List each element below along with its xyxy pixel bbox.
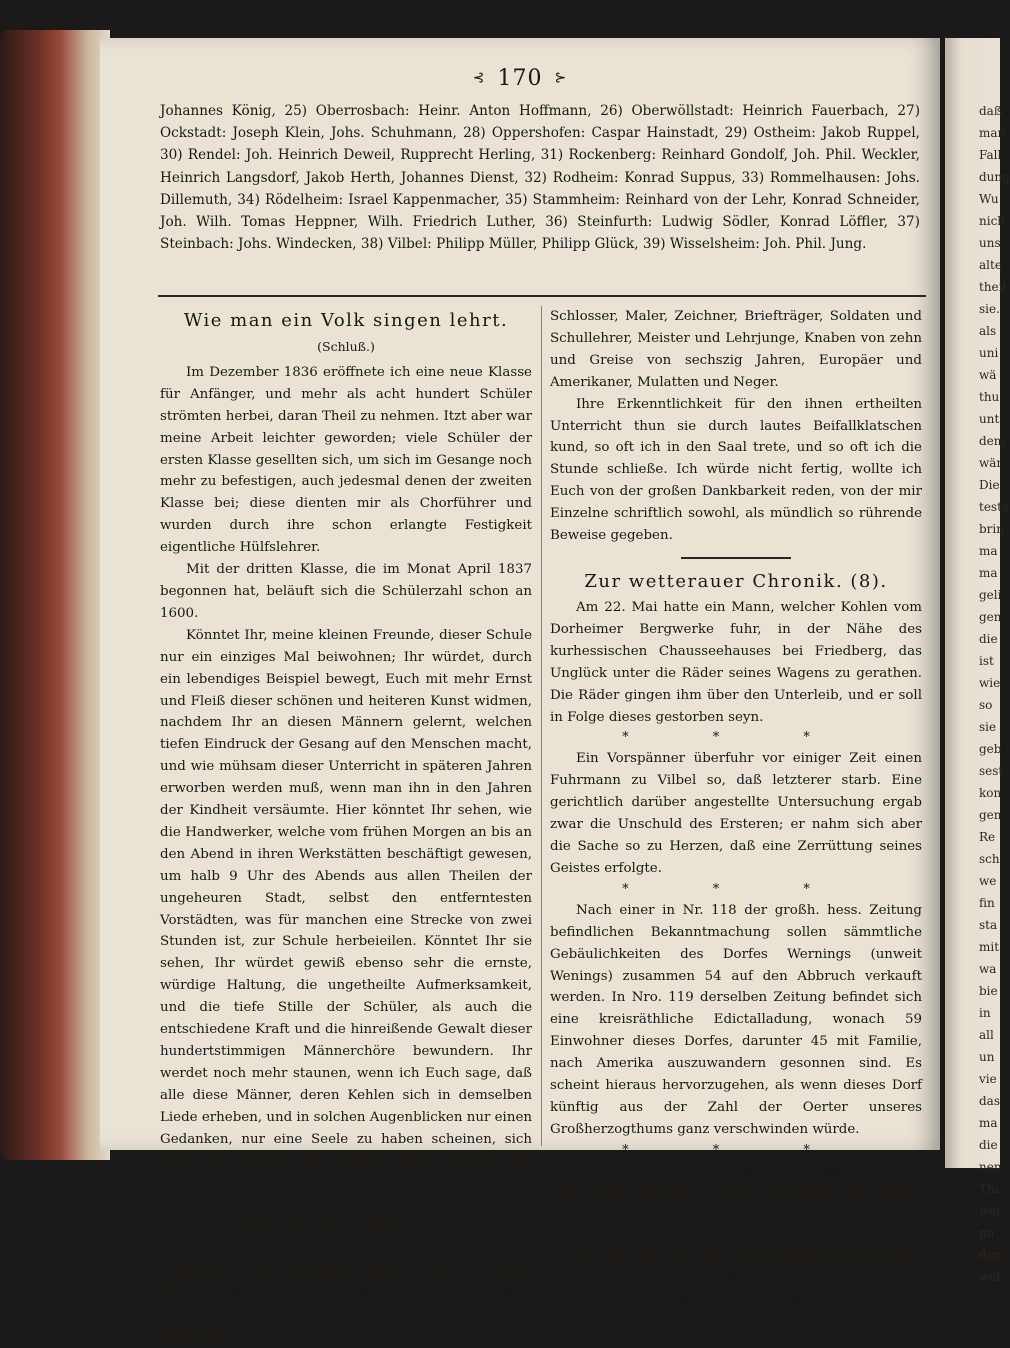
facing-page-fragment: ma (979, 1116, 998, 1130)
facing-page-fragment: Wu (979, 192, 999, 206)
column-divider (541, 306, 542, 1146)
facing-page-fragment: sest (979, 764, 1004, 778)
facing-page-fragment: unt (979, 412, 1000, 426)
facing-page-fragment: dung (979, 170, 1010, 184)
chronicle-item: Am Abend des 14. Mai war ein heftiger Brand in der großen schneider'schen Papiermühle bei Nidda. Doch soll das Hauptgebäude gerettet worden seyn. (550, 1163, 922, 1223)
paragraph: Ihre Erkenntlichkeit für den ihnen ertheilten Unterricht thun sie durch lautes Beifallklatschen kund, so oft ich in den Saal trete, und so oft ich die Stunde schließe. Ich würde nicht fertig, wollte ich Euch von der großen Dankbarkeit reden, von der mir Einzelne schriftlich sowohl, als mündlich so rührende Beweise gegeben. (550, 396, 922, 544)
facing-page-fragment: die (979, 632, 998, 646)
facing-page-fragment: in (979, 1006, 991, 1020)
facing-page-fragment: sta (979, 918, 998, 932)
facing-page-fragment: kon (979, 786, 1002, 800)
book-page (100, 38, 940, 1344)
facing-page-fragment: die (979, 1138, 998, 1152)
facing-page-fragment: wie (979, 676, 1001, 690)
facing-page (945, 38, 1010, 1284)
facing-page-fragment: sie. (979, 302, 1000, 316)
paragraph: Mit der dritten Klasse, die im Monat April 1837 begonnen hat, beläuft sich die Schülerzahl schon an 1600. (160, 562, 532, 621)
facing-page-fragment: we (979, 874, 997, 888)
facing-page-fragment: wa (979, 962, 997, 976)
facing-page-fragment: un (979, 1050, 995, 1064)
article-heading-right: Zur wetterauer Chronik. (8). (584, 570, 888, 592)
paragraph: In der Lust zum Lernen beruht das ganze Geheimniß des Zusammenhaltens dieser bunten Menschenmasse. Hier gibt es Mechaniker, Goldarbeiter, Gerber, Buchdrucker, Kupferstecher, Schreiner, (160, 1241, 532, 1344)
facing-page-fragment: nich (979, 214, 1006, 228)
facing-page-fragment: alte (979, 258, 1002, 272)
asterisk-separator: * * * (622, 1142, 850, 1158)
facing-page-fragment: fin (979, 896, 995, 910)
page-number (100, 66, 940, 91)
facing-page-fragment: mit (979, 940, 1000, 954)
facing-page-fragment: nen (979, 1160, 1002, 1174)
facing-page-fragment: bie (979, 984, 998, 998)
facing-page-fragment: geli (979, 588, 1002, 602)
facing-page-fragment: ma (979, 566, 998, 580)
chronicle-item: Am 22. Mai hatte ein Mann, welcher Kohlen vom Dorheimer Bergwerke fuhr, in der Nähe des kurhessischen Chausseehauses bei Friedberg, das Unglück unter die Räder seines Wagens zu gerathen. Die Räder gingen ihm über den Unterleib, und er soll in Folge dieses gestorben seyn. (550, 599, 922, 725)
facing-page-fragment: ist (979, 654, 994, 668)
facing-page-fragment: so (979, 698, 993, 712)
facing-page-fragment: gen (979, 610, 1002, 624)
facing-page-fragment: teste (979, 500, 1010, 514)
paragraph: Im Dezember 1836 eröffnete ich eine neue Klasse für Anfänger, und mehr als acht hundert Schüler strömten herbei, daran Theil zu nehmen. Itzt aber war meine Arbeit leichter geworden; viele Schüler der ersten Klasse gesellten sich, um sich im Gesange noch mehr zu befestigen, auch jedesmal denen der zweiten Klasse bei; diese dienten mir als Chorführer und wurden durch ihre schon erlangte Festigkeit eigentliche Hülfslehrer. (160, 364, 532, 556)
facing-page-fragment: als (979, 324, 997, 338)
facing-page-fragment: wel (979, 1204, 1001, 1218)
left-column (160, 306, 532, 1348)
page-number-text: 170 (497, 66, 543, 91)
facing-page-fragment: theil (979, 280, 1007, 294)
facing-page-fragment: wär (979, 456, 1003, 470)
facing-page-fragment: Die (979, 478, 1000, 492)
facing-page-fragment: sch (979, 852, 1000, 866)
facing-page-fragment: den (979, 1248, 1002, 1262)
name-list-text: Johannes König, 25) Oberrosbach: Heinr. Anton Hoffmann, 26) Oberwöllstadt: Heinrich Fauerbach, 27) Ockstadt: Joseph Klein, Johs. Schuhmann, 28) Oppershofen: Caspar Hainstadt, 29) Ostheim: Jakob Ruppel, 30) Rendel: Joh. Heinrich Deweil, Rupprecht Herling, 31) Rockenberg: Reinhard Gondolf, Joh. Phil. Weckler, Heinrich Langsdorf, Jakob Herth, Johannes Dienst, 32) Rodheim: Konrad Suppus, 33) Rommelhausen: Johs. Dillemuth, 34) Rödelheim: Israel Kappenmacher, 35) Stammheim: Reinhard von der Lehr, Konrad Schneider, Joh. Wilh. Tomas Heppner, Wilh. Friedrich Luther, 36) Steinfurth: Ludwig Södler, Konrad Löffler, 37) Steinbach: Johs. Windecken, 38) Vilbel: Philipp Müller, Philipp Glück, 39) Wisselsheim: Joh. Phil. Jung. (160, 103, 920, 253)
facing-page-fragment: ma (979, 544, 998, 558)
paragraph: Könntet Ihr, meine kleinen Freunde, dieser Schule nur ein einziges Mal beiwohnen; Ihr würdet, durch ein lebendiges Beispiel bewegt, Euch mit mehr Ernst und Fleiß dieser schönen und heiteren Kunst widmen, nachdem Ihr an diesen Männern gelernt, welchen tiefen Eindruck der Gesang auf den Menschen macht, und wie mühsam dieser Unterricht in späteren Jahren erworben werden muß, wenn man ihn in den Jahren der Kindheit versäumte. Hier könntet Ihr sehen, wie die Handwerker, welche vom frühen Morgen an bis an den Abend in ihren Werkstätten beschäftigt gewesen, um halb 9 Uhr des Abends aus allen Theilen der ungeheuren Stadt, selbst den entferntesten Vorstädten, was für manchen eine Strecke von zwei Stunden ist, zur Schule herbeieilen. Könntet Ihr sie sehen, Ihr würdet gewiß ebenso sehr die ernste, würdige Haltung, die ungetheilte Aufmerksamkeit, und die tiefe Stille der Schüler, als auch die entschiedene Kraft und die hinreißende Gewalt dieser hundertstimmigen Männerchöre bewundern. Ihr werdet noch mehr staunen, wenn ich Euch sage, daß alle diese Männer, deren Kehlen sich in demselben Liede erheben, und in solchen Augenblicken nur einen Gedanken, nur eine Seele zu haben scheinen, sich einander gänzlich fremd sind. Keiner kennt den andern, und ich selbst kenne keinen Einzigen; nur sehe ich sie alle acht Tage an derselben Stelle des großen Amphitheaters sich niederlassen. (160, 627, 533, 1235)
ornament-left: ⊰ (472, 70, 486, 86)
short-rule (681, 557, 791, 559)
facing-page-fragment: mi (979, 1226, 995, 1240)
facing-page-fragment: man (979, 126, 1006, 140)
article-subheading: (Schluß.) (317, 339, 375, 354)
facing-page-fragment: Re (979, 830, 996, 844)
facing-page-fragment: daß (979, 104, 1002, 118)
asterisk-separator: * * * (622, 881, 850, 897)
facing-page-fragment: wä (979, 368, 997, 382)
facing-page-fragment: uns (979, 236, 1001, 250)
chronicle-item: Nach einer in Nr. 118 der großh. hess. Zeitung befindlichen Bekanntmachung sollen sämmtliche Gebäulichkeiten des Dorfes Wernings (unweit Wenings) zusammen 54 auf den Abbruch verkauft werden. In Nro. 119 derselben Zeitung befindet sich eine kreisräthliche Edictalladung, wonach 59 Einwohner dieses Dorfes, darunter 45 mit Familie, nach Amerika auszuwandern gesonnen sind. Es scheint hieraus hervorzugehen, als wenn dieses Dorf künftig aus der Zahl der Oerter unseres Großherzogthums ganz verschwinden würde. (550, 902, 922, 1137)
facing-page-fragment: das (979, 1094, 1000, 1108)
section-rule (158, 295, 926, 297)
facing-page-fragment: geb (979, 742, 1002, 756)
right-column (550, 306, 922, 1312)
chronicle-item: Ein Vorspänner überfuhr vor einiger Zeit einen Fuhrmann zu Vilbel so, daß letzterer starb. Eine gerichtlich darüber angestellte Untersuchung ergab zwar die Unschuld des Ersteren; er nahm sich aber die Sache so zu Herzen, daß eine Zerrüttung seines Geistes erfolgte. (550, 751, 922, 876)
facing-page-fragment: gen (979, 808, 1002, 822)
facing-page-fragment: sie (979, 720, 997, 734)
facing-page-fragment: all (979, 1028, 994, 1042)
facing-page-fragment: wel (979, 1270, 1001, 1284)
paragraph-continuation: Schlosser, Maler, Zeichner, Briefträger, Soldaten und Schullehrer, Meister und Lehrjunge, Knaben von zehn und Greise von sechszig Jahren, Europäer und Amerikaner, Mulatten und Neger. (550, 309, 922, 390)
facing-page-fragment: vie (979, 1072, 997, 1086)
article-heading-left: Wie man ein Volk singen lehrt. (183, 310, 509, 331)
facing-page-fragment: Fall (979, 148, 1002, 162)
facing-page-fragments (945, 38, 1010, 1288)
ornament-right: ⊱ (554, 70, 568, 86)
asterisk-separator: * * * (622, 1228, 850, 1244)
facing-page-fragment: Thi (979, 1182, 999, 1196)
facing-page-fragment: brin (979, 522, 1004, 536)
asterisk-separator: * * * (622, 730, 850, 746)
chronicle-item: Am 15. Mai geriethen zu Friedberg zwei Arbeiter in Streit. Der eine ergriff einen Stein und traf mit demselben den Andern an der Schläfe so, (550, 1249, 922, 1309)
facing-page-fragment: uni (979, 346, 999, 360)
name-list-block (160, 100, 920, 255)
facing-page-fragment: thu (979, 390, 1000, 404)
book-edge (0, 30, 110, 1160)
facing-page-fragment: dem (979, 434, 1006, 448)
